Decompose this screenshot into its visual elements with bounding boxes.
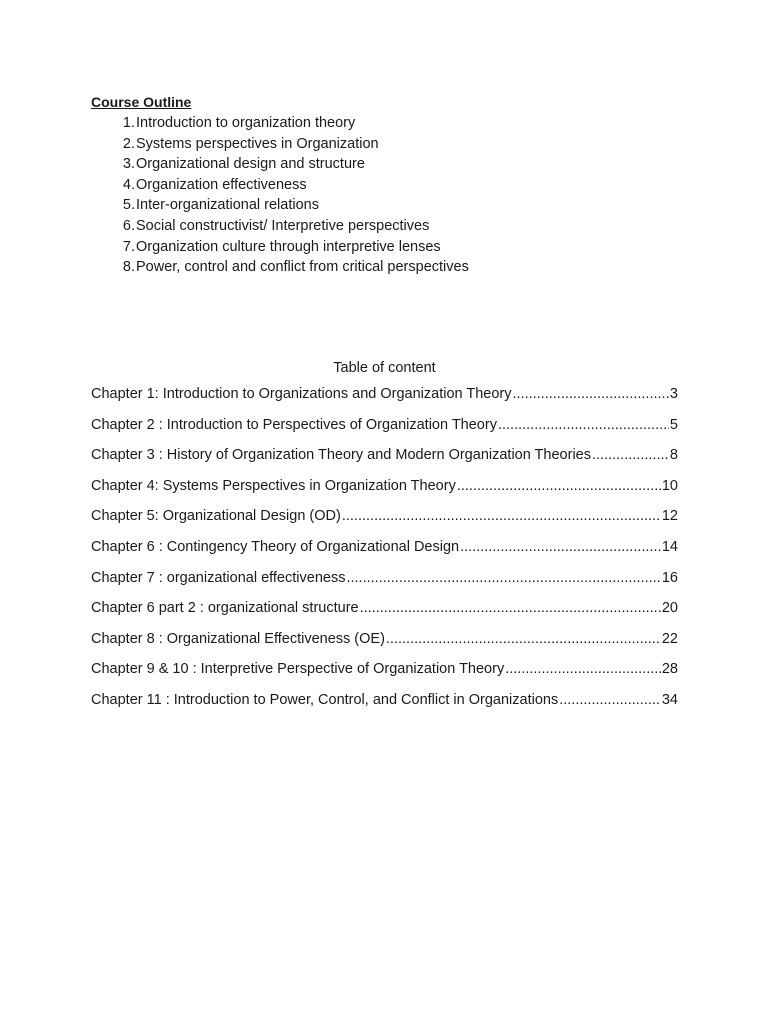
toc-entry-page: 22 (661, 630, 678, 647)
toc-entry-label: Chapter 9 & 10 : Interpretive Perspective of Organization Theory (91, 661, 505, 678)
toc-entry-label: Chapter 2 : Introduction to Perspectives of Organization Theory (91, 416, 497, 433)
outline-item-text: Organization culture through interpretive lenses (136, 238, 441, 255)
toc-entry-label: Chapter 3 : History of Organization Theory and Modern Organization Theories (91, 447, 591, 464)
outline-item-number: 4. (122, 176, 135, 193)
outline-item-text: Organization effectiveness (136, 176, 307, 193)
outline-item-number: 1. (122, 115, 135, 131)
toc-entry[interactable] (91, 690, 678, 721)
toc-leader-dots (498, 415, 669, 435)
toc-entry-label: Chapter 5: Organizational Design (OD) (91, 508, 341, 525)
outline-item-text: Introduction to organization theory (136, 115, 356, 131)
toc-entry[interactable] (91, 506, 678, 537)
toc-leader-dots (512, 384, 668, 404)
outline-item-text: Organizational design and structure (136, 156, 365, 173)
toc-entry-page: 20 (661, 600, 678, 617)
toc-entry[interactable] (91, 598, 678, 629)
outline-item (91, 195, 691, 216)
toc-leader-dots (457, 476, 661, 496)
toc-entry-page: 3 (669, 386, 678, 402)
toc-leader-dots (346, 568, 660, 588)
toc-heading: Table of content (333, 360, 436, 376)
toc-leader-dots (505, 659, 661, 679)
outline-item-number: 5. (122, 197, 135, 214)
toc-list (91, 384, 678, 721)
toc-entry-page: 8 (669, 447, 678, 464)
toc-entry-page: 12 (661, 508, 678, 525)
toc-leader-dots (592, 445, 669, 465)
toc-entry[interactable] (91, 476, 678, 507)
outline-item-number: 2. (122, 135, 135, 152)
toc-leader-dots (460, 537, 661, 557)
toc-entry[interactable] (91, 568, 678, 599)
outline-item-text: Power, control and conflict from critical perspectives (136, 259, 469, 276)
toc-entry-label: Chapter 8 : Organizational Effectiveness (OE) (91, 630, 385, 647)
outline-item (91, 134, 691, 155)
toc-leader-dots (386, 629, 661, 649)
outline-item-number: 6. (122, 217, 135, 234)
outline-item-number: 8. (122, 259, 135, 276)
toc-entry-label: Chapter 6 : Contingency Theory of Organizational Design (91, 538, 460, 555)
toc-entry-page: 14 (661, 538, 678, 555)
toc-entry-label: Chapter 11 : Introduction to Power, Control, and Conflict in Organizations (91, 691, 559, 708)
toc-entry-page: 34 (661, 691, 678, 708)
table-of-contents-section (91, 358, 678, 721)
outline-item (91, 257, 691, 278)
course-outline-heading: Course Outline (91, 94, 192, 110)
outline-item-text: Social constructivist/ Interpretive perspectives (136, 217, 430, 234)
outline-item-number: 7. (122, 238, 135, 255)
toc-entry-page: 28 (661, 661, 678, 678)
outline-item (91, 216, 691, 237)
toc-leader-dots (360, 598, 661, 618)
toc-entry-label: Chapter 6 part 2 : organizational structure (91, 600, 359, 617)
toc-entry-label: Chapter 7 : organizational effectiveness (91, 569, 346, 586)
toc-entry-label: Chapter 1: Introduction to Organizations and Organization Theory (91, 386, 512, 402)
toc-entry[interactable] (91, 537, 678, 568)
toc-entry[interactable] (91, 415, 678, 446)
toc-entry[interactable] (91, 445, 678, 476)
toc-entry-page: 5 (669, 416, 678, 433)
outline-item-number: 3. (122, 156, 135, 173)
outline-item (91, 175, 691, 196)
toc-entry-page: 16 (661, 569, 678, 586)
outline-item (91, 113, 691, 134)
outline-item-text: Systems perspectives in Organization (136, 135, 379, 152)
toc-leader-dots (559, 690, 661, 710)
toc-entry-page: 10 (661, 477, 678, 494)
toc-entry-label: Chapter 4: Systems Perspectives in Organization Theory (91, 477, 456, 494)
course-outline-list (91, 113, 691, 278)
toc-entry[interactable] (91, 384, 678, 415)
outline-item-text: Inter-organizational relations (136, 197, 319, 214)
toc-entry[interactable] (91, 629, 678, 660)
outline-item (91, 154, 691, 175)
outline-item (91, 237, 691, 258)
toc-leader-dots (342, 506, 661, 526)
toc-entry[interactable] (91, 659, 678, 690)
course-outline-section (91, 93, 691, 278)
